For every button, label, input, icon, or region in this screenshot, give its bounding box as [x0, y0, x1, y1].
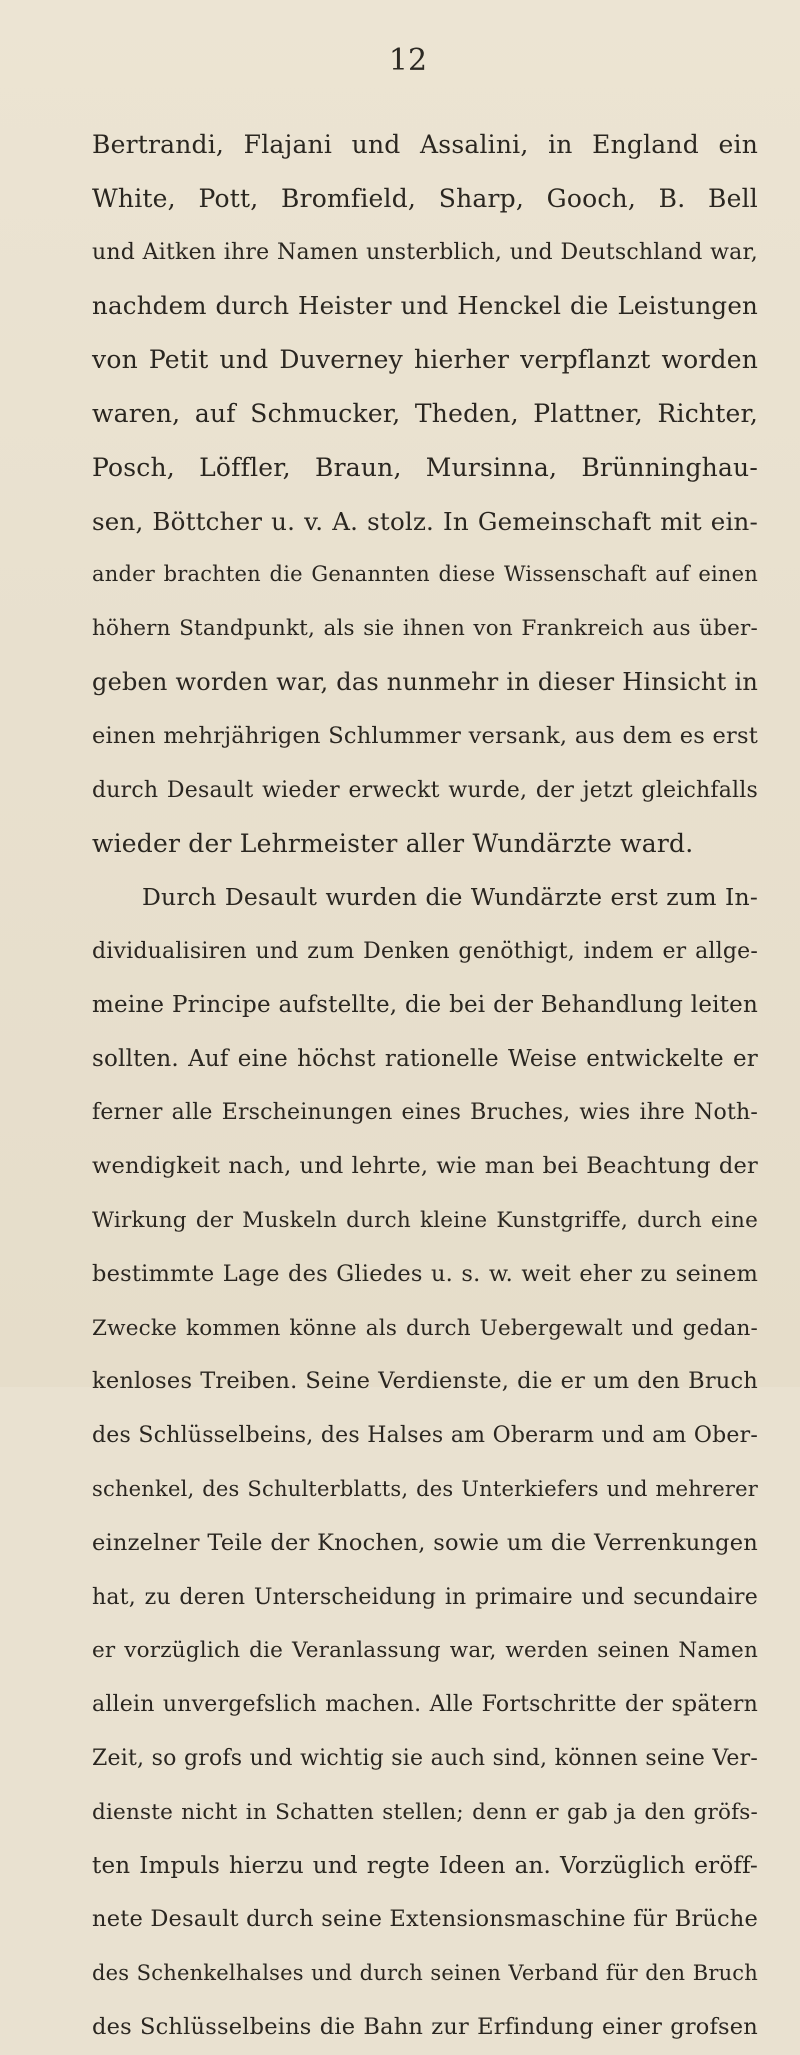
text-line: geben worden war, das nunmehr in dieser Hinsicht in: [92, 667, 758, 696]
text-line: durch Desault wieder erweckt wurde, der jetzt gleichfalls: [92, 777, 758, 803]
text-line: Zeit, so grofs und wichtig sie auch sind, können seine Ver-: [92, 1745, 758, 1771]
text-line: bestimmte Lage des Gliedes u. s. w. weit eher zu seinem: [92, 1260, 758, 1287]
text-line: nachdem durch Heister und Henckel die Leistungen: [92, 291, 758, 321]
text-line: ferner alle Erscheinungen eines Bruches, wies ihre Noth-: [92, 1100, 758, 1126]
text-line: kenloses Treiben. Seine Verdienste, die er um den Bruch: [92, 1368, 758, 1395]
text-line: Bertrandi, Flajani und Assalini, in England ein: [92, 130, 758, 159]
text-line: meine Principe aufstellte, die bei der Behandlung leiten: [92, 991, 758, 1018]
text-line: ten Impuls hierzu und regte Ideen an. Vorzüglich eröff-: [92, 1852, 758, 1879]
text-line: von Petit und Duverney hierher verpflanzt worden: [92, 345, 758, 375]
text-line: sollten. Auf eine höchst rationelle Weise entwickelte er: [92, 1045, 758, 1072]
text-line: allein unvergefslich machen. Alle Fortschritte der spätern: [92, 1692, 758, 1718]
text-line: des Schlüsselbeins die Bahn zur Erfindung einer grofsen: [92, 2013, 758, 2040]
paragraph-end-line: wieder der Lehrmeister aller Wundärzte ward.: [92, 829, 694, 859]
text-line: hat, zu deren Unterscheidung in primaire und secundaire: [92, 1584, 758, 1610]
text-line: Zwecke kommen könne als durch Uebergewalt und gedan-: [92, 1315, 758, 1341]
text-line: des Schlüsselbeins, des Halses am Oberarm und am Ober-: [92, 1423, 758, 1449]
text-line: des Schenkelhalses und durch seinen Verband für den Bruch: [92, 1961, 758, 1986]
text-line: schenkel, des Schulterblatts, des Unterkiefers und mehrerer: [92, 1476, 758, 1501]
text-line: einen mehrjährigen Schlummer versank, aus dem es erst: [92, 722, 758, 749]
paragraph-start-line: Durch Desault wurden die Wundärzte erst zum In-: [142, 883, 758, 912]
text-line: dividualisiren und zum Denken genöthigt, indem er allge-: [92, 938, 758, 964]
text-line: höhern Standpunkt, als sie ihnen von Frankreich aus über-: [92, 616, 758, 642]
text-line: nete Desault durch seine Extensionsmaschine für Brüche: [92, 1906, 758, 1933]
text-line: sen, Böttcher u. v. A. stolz. In Gemeinschaft mit ein-: [92, 506, 758, 536]
text-line: dienste nicht in Schatten stellen; denn er gab ja den gröfs-: [92, 1799, 758, 1825]
text-line: Posch, Löffler, Braun, Mursinna, Brünninghau-: [92, 452, 758, 482]
text-line: White, Pott, Bromfield, Sharp, Gooch, B. Bell: [92, 183, 758, 213]
text-line: er vorzüglich die Veranlassung war, werden seinen Namen: [92, 1638, 758, 1664]
text-line: und Aitken ihre Namen unsterblich, und Deutschland war,: [92, 239, 758, 265]
page-number: 12: [388, 43, 428, 78]
body-text: [92, 118, 758, 2055]
text-line: Wirkung der Muskeln durch kleine Kunstgriffe, durch eine: [92, 1207, 758, 1233]
text-line: einzelner Teile der Knochen, sowie um die Verrenkungen: [92, 1529, 758, 1556]
text-line: wendigkeit nach, und lehrte, wie man bei Beachtung der: [92, 1153, 758, 1180]
text-line: waren, auf Schmucker, Theden, Plattner, Richter,: [92, 398, 758, 428]
text-line: ander brachten die Genannten diese Wissenschaft auf einen: [92, 562, 758, 587]
